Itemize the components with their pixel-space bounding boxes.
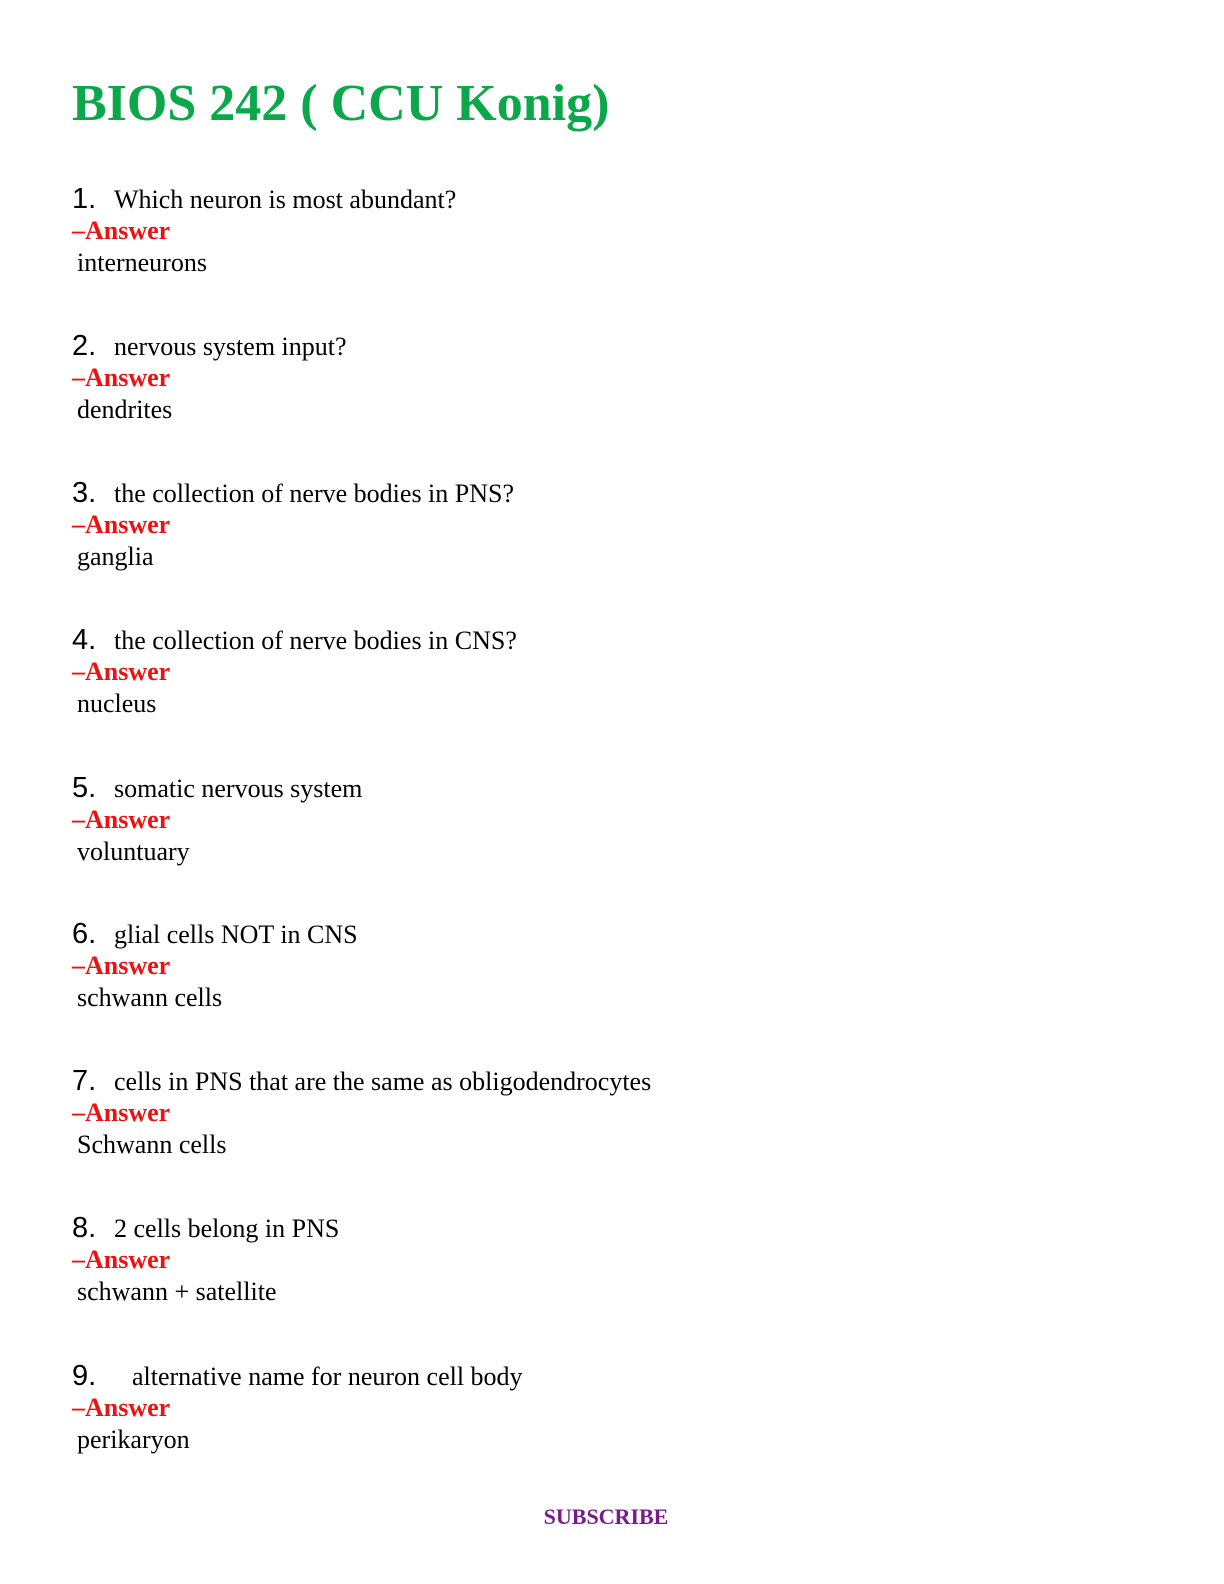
- question-text: cells in PNS that are the same as obligodendrocytes: [114, 1067, 652, 1096]
- question-text: glial cells NOT in CNS: [114, 920, 358, 949]
- qa-item-2: [72, 330, 1072, 426]
- subscribe-link[interactable]: SUBSCRIBE: [543, 1504, 669, 1529]
- question-text: 2 cells belong in PNS: [114, 1214, 340, 1243]
- answer-label: –Answer: [72, 1098, 171, 1127]
- page-title: BIOS 242 ( CCU Konig): [72, 75, 610, 132]
- qa-item-9: [72, 1360, 1072, 1456]
- question-text: Which neuron is most abundant?: [114, 185, 457, 214]
- answer-text: perikaryon: [77, 1425, 190, 1454]
- answer-text: schwann + satellite: [77, 1277, 277, 1306]
- answer-label: –Answer: [72, 363, 171, 392]
- answer-label: –Answer: [72, 805, 171, 834]
- answer-text: nucleus: [77, 689, 157, 718]
- answer-text: schwann cells: [77, 983, 223, 1012]
- question-text: somatic nervous system: [114, 774, 363, 803]
- answer-text: voluntuary: [77, 837, 190, 866]
- question-number: 9.: [72, 1360, 97, 1392]
- question-number: 7.: [72, 1065, 97, 1097]
- qa-item-1: [72, 183, 1072, 279]
- question-number: 1.: [72, 183, 97, 215]
- question-text: alternative name for neuron cell body: [132, 1362, 523, 1391]
- question-text: the collection of nerve bodies in PNS?: [114, 479, 515, 508]
- answer-text: Schwann cells: [77, 1130, 227, 1159]
- question-number: 3.: [72, 477, 97, 509]
- question-line: [72, 183, 1072, 215]
- answer-text: dendrites: [77, 395, 173, 424]
- qa-item-6: [72, 918, 1072, 1014]
- answer-label: –Answer: [72, 1245, 171, 1274]
- question-text: nervous system input?: [114, 332, 347, 361]
- question-number: 8.: [72, 1212, 97, 1244]
- question-line: [72, 918, 1072, 950]
- qa-item-3: [72, 477, 1072, 573]
- question-number: 5.: [72, 772, 97, 804]
- answer-label: –Answer: [72, 1393, 171, 1422]
- qa-item-8: [72, 1212, 1072, 1308]
- qa-item-4: [72, 624, 1072, 720]
- question-text: the collection of nerve bodies in CNS?: [114, 626, 517, 655]
- question-line: [72, 772, 1072, 804]
- qa-item-5: [72, 772, 1072, 868]
- question-line: [72, 477, 1072, 509]
- answer-label: –Answer: [72, 951, 171, 980]
- qa-item-7: [72, 1065, 1072, 1161]
- question-line: [72, 330, 1072, 362]
- answer-text: interneurons: [77, 248, 207, 277]
- question-line: [72, 624, 1072, 656]
- answer-text: ganglia: [77, 542, 154, 571]
- question-number: 4.: [72, 624, 97, 656]
- answer-label: –Answer: [72, 216, 171, 245]
- answer-label: –Answer: [72, 657, 171, 686]
- question-number: 6.: [72, 918, 97, 950]
- question-line: [72, 1360, 1072, 1392]
- answer-label: –Answer: [72, 510, 171, 539]
- question-line: [72, 1212, 1072, 1244]
- question-number: 2.: [72, 330, 97, 362]
- question-line: [72, 1065, 1072, 1097]
